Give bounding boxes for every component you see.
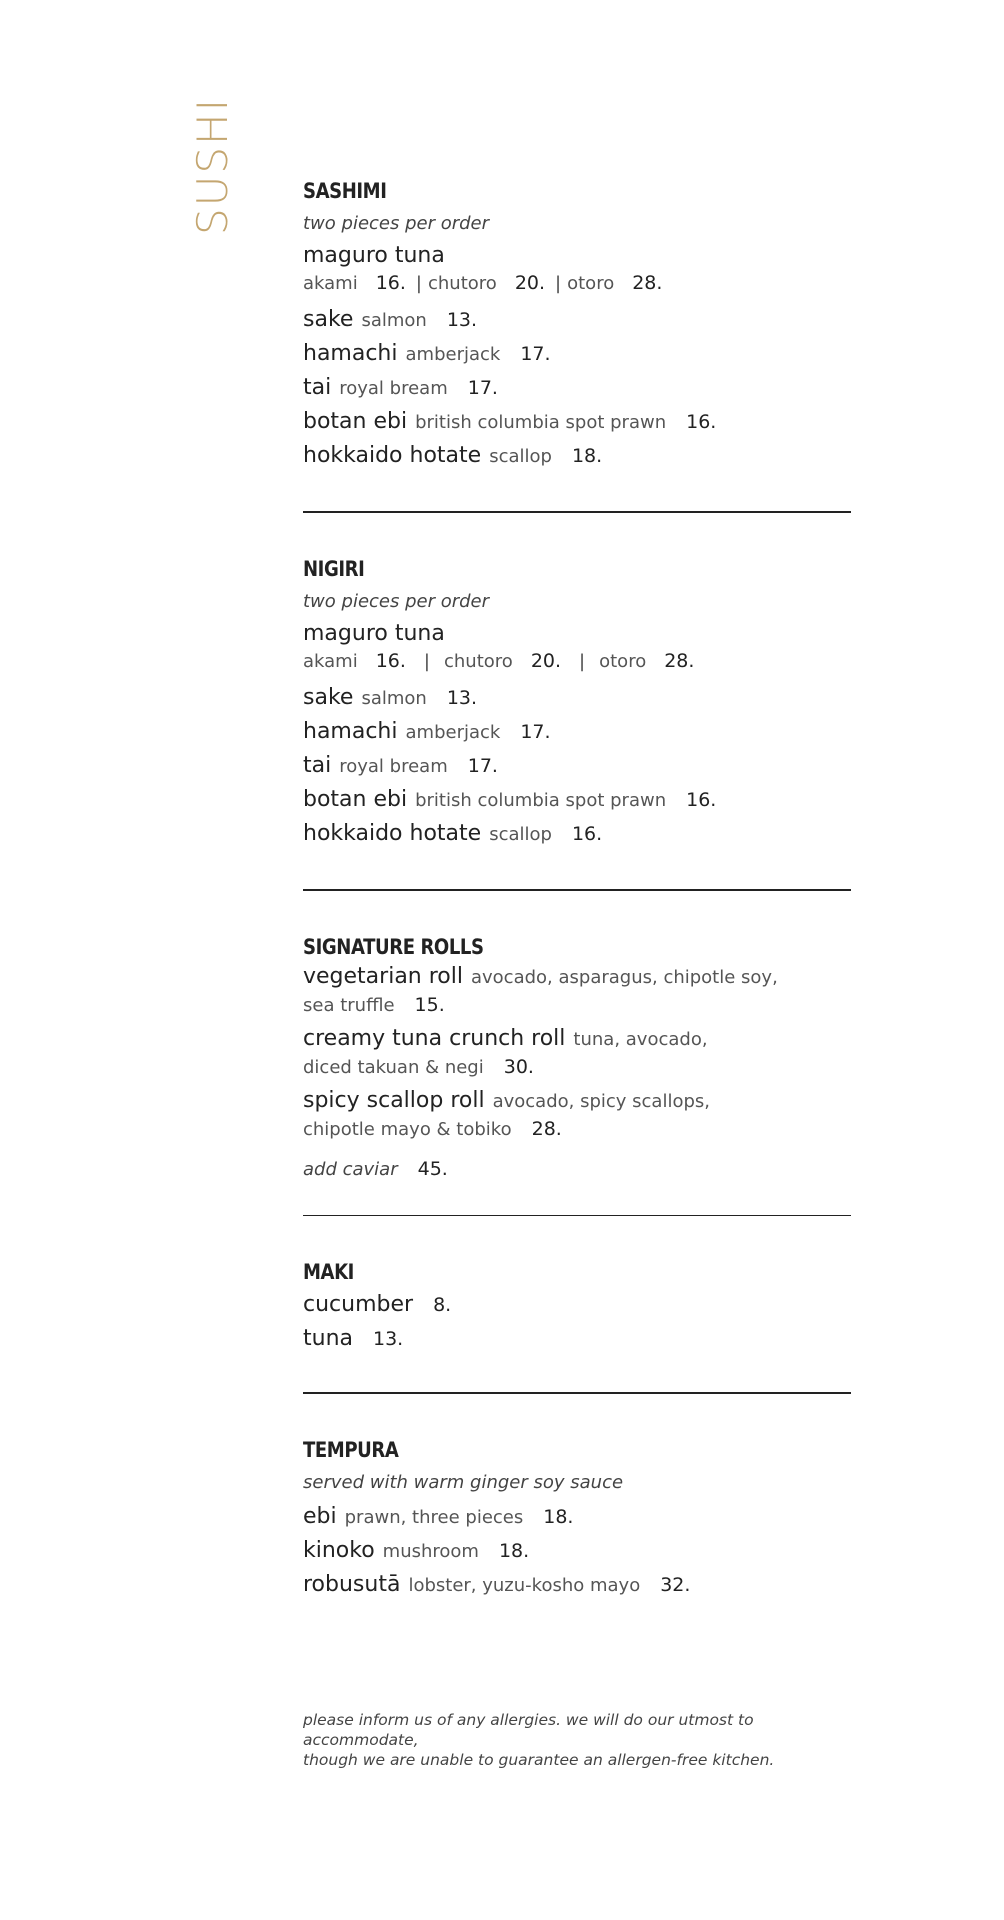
- item-desc: british columbia spot prawn: [415, 412, 667, 433]
- item-desc: mushroom: [382, 1541, 479, 1562]
- separator: |: [415, 273, 422, 294]
- section-title: NIGIRI: [303, 557, 365, 581]
- item-name: tuna: [303, 1326, 353, 1351]
- item-name: hokkaido hotate: [303, 821, 482, 846]
- maguro-cuts: [303, 271, 851, 295]
- item-desc: avocado, asparagus, chipotle soy,: [470, 967, 778, 988]
- menu-item: [303, 371, 851, 405]
- roll-item: [303, 963, 851, 1019]
- item-desc: scallop: [489, 446, 552, 467]
- menu-item: [303, 1322, 851, 1356]
- item-price: 17.: [520, 721, 551, 743]
- cut-price: 28.: [632, 272, 663, 294]
- cut-label: otoro: [567, 273, 615, 294]
- addon-label: add caviar: [303, 1159, 398, 1180]
- item-name: vegetarian roll: [303, 964, 463, 989]
- item-desc: tuna, avocado,: [573, 1029, 708, 1050]
- item-price: 28.: [531, 1118, 562, 1140]
- section-signature-rolls: [303, 931, 851, 1189]
- item-name: botan ebi: [303, 787, 408, 812]
- cut-label: chutoro: [428, 273, 497, 294]
- side-title: SUSHI: [188, 96, 237, 235]
- section-nigiri: [303, 553, 851, 851]
- menu-item: [303, 715, 851, 749]
- item-desc: amberjack: [405, 344, 501, 365]
- item-price: 13.: [446, 309, 478, 331]
- cut-price: 20.: [514, 272, 546, 294]
- separator: |: [579, 651, 586, 672]
- allergy-notice-line: though we are unable to guarantee an allergen-free kitchen.: [303, 1751, 775, 1769]
- cut-label: akami: [303, 651, 358, 672]
- menu-item: [303, 817, 851, 851]
- item-name: tai: [303, 375, 332, 400]
- item-price: 13.: [373, 1328, 404, 1350]
- item-desc-cont: chipotle mayo & tobiko: [303, 1119, 512, 1140]
- item-desc: lobster, yuzu-kosho mayo: [408, 1575, 641, 1596]
- item-name: maguro tuna: [303, 243, 445, 268]
- menu-item: [303, 1568, 851, 1602]
- item-desc: royal bream: [339, 756, 448, 777]
- section-maki: [303, 1256, 851, 1356]
- item-desc: amberjack: [405, 722, 501, 743]
- item-desc: royal bream: [339, 378, 448, 399]
- item-name: ebi: [303, 1504, 337, 1529]
- item-name: spicy scallop roll: [303, 1088, 485, 1113]
- item-name: sake: [303, 307, 354, 332]
- cut-price: 16.: [375, 272, 406, 294]
- menu-item: [303, 1288, 851, 1322]
- item-price: 15.: [414, 994, 445, 1016]
- cut-label: chutoro: [444, 651, 513, 672]
- item-name: creamy tuna crunch roll: [303, 1026, 566, 1051]
- item-price: 18.: [571, 445, 603, 467]
- section-tempura: [303, 1434, 851, 1602]
- menu-item: [303, 1500, 851, 1534]
- item-price: 30.: [503, 1056, 534, 1078]
- item-name: maguro tuna: [303, 621, 445, 646]
- cut-price: 20.: [530, 650, 562, 672]
- maguro-cuts: [303, 649, 851, 673]
- menu-item: [303, 749, 851, 783]
- section-title: SIGNATURE ROLLS: [303, 935, 484, 959]
- item-price: 18.: [543, 1506, 574, 1528]
- menu-item: [303, 1534, 851, 1568]
- cut-price: 28.: [664, 650, 695, 672]
- cut-label: otoro: [599, 651, 647, 672]
- item-price: 17.: [520, 343, 551, 365]
- item-name: tai: [303, 753, 332, 778]
- roll-item: [303, 1025, 851, 1081]
- section-note: two pieces per order: [303, 591, 490, 612]
- section-note: two pieces per order: [303, 213, 490, 234]
- item-name: sake: [303, 685, 354, 710]
- separator: |: [555, 273, 562, 294]
- section-title: SASHIMI: [303, 179, 387, 203]
- item-name: cucumber: [303, 1292, 414, 1317]
- item-desc: avocado, spicy scallops,: [492, 1091, 711, 1112]
- item-price: 16.: [571, 823, 603, 845]
- item-desc: british columbia spot prawn: [415, 790, 667, 811]
- section-note: served with warm ginger soy sauce: [303, 1472, 624, 1493]
- item-price: 13.: [446, 687, 478, 709]
- section-sashimi: [303, 175, 851, 473]
- item-price: 17.: [467, 755, 498, 777]
- item-name: botan ebi: [303, 409, 408, 434]
- item-name: hokkaido hotate: [303, 443, 482, 468]
- item-name: hamachi: [303, 341, 398, 366]
- roll-item: [303, 1087, 851, 1143]
- item-desc-cont: sea truffle: [303, 995, 395, 1016]
- menu-item: [303, 303, 851, 337]
- item-price: 16.: [686, 789, 717, 811]
- item-desc: salmon: [361, 310, 427, 331]
- menu-item: [303, 439, 851, 473]
- item-price: 18.: [498, 1540, 530, 1562]
- addon-price: 45.: [417, 1158, 448, 1180]
- item-desc: prawn, three pieces: [344, 1507, 524, 1528]
- item-desc: salmon: [361, 688, 427, 709]
- item-desc: scallop: [489, 824, 552, 845]
- item-price: 32.: [660, 1574, 691, 1596]
- menu-item: [303, 681, 851, 715]
- item-price: 17.: [467, 377, 498, 399]
- cut-label: akami: [303, 273, 358, 294]
- menu-item: [303, 783, 851, 817]
- allergy-notice: [303, 1710, 863, 1770]
- item-price: 16.: [686, 411, 717, 433]
- item-name: kinoko: [303, 1538, 375, 1563]
- separator: |: [423, 651, 430, 672]
- menu-item: [303, 337, 851, 371]
- add-caviar: [303, 1149, 851, 1189]
- menu-item: [303, 405, 851, 439]
- allergy-notice-line: please inform us of any allergies. we will do our utmost to accommodate,: [303, 1711, 754, 1749]
- cut-price: 16.: [375, 650, 406, 672]
- item-price: 8.: [433, 1294, 452, 1316]
- item-name: robusutā: [303, 1572, 401, 1597]
- section-title: MAKI: [303, 1260, 354, 1284]
- item-desc-cont: diced takuan & negi: [303, 1057, 484, 1078]
- menu-item-maguro: [303, 241, 851, 271]
- item-name: hamachi: [303, 719, 398, 744]
- section-title: TEMPURA: [303, 1438, 399, 1462]
- menu-item-maguro: [303, 619, 851, 649]
- menu: [303, 175, 851, 1602]
